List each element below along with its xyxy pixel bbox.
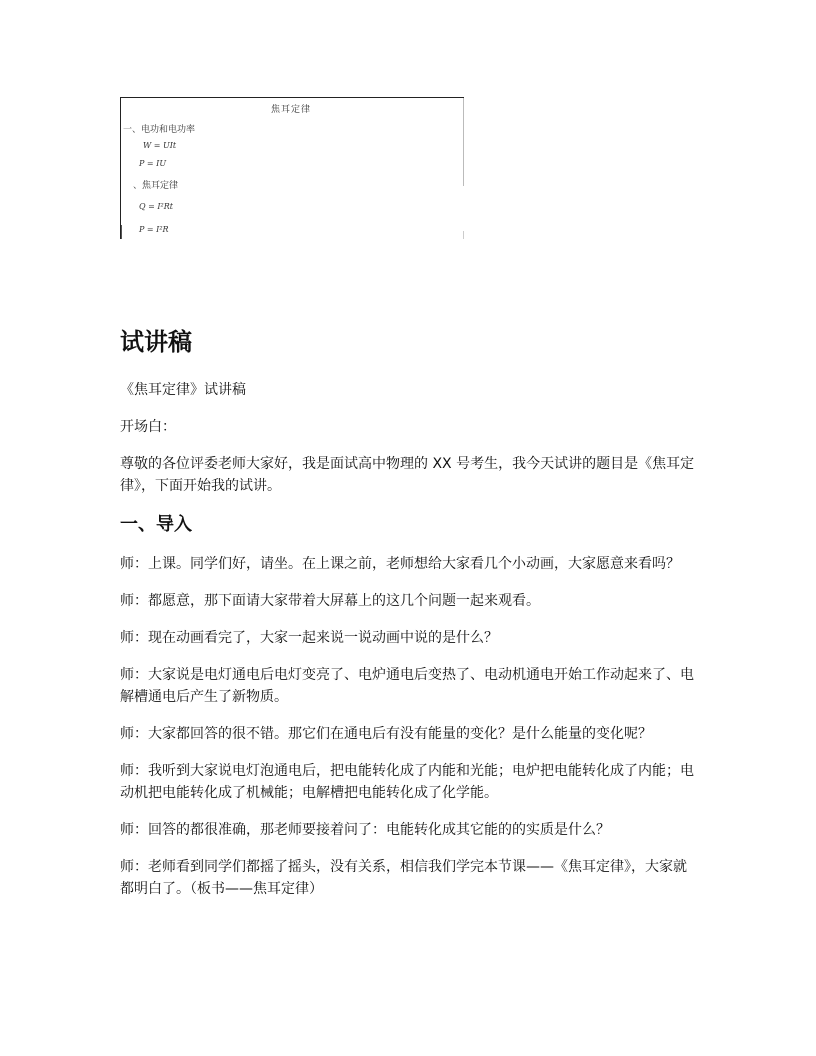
- board-edge: [463, 231, 464, 239]
- board-formula-4: P = I²R: [139, 225, 169, 234]
- paragraph: 师：大家都回答的很不错。那它们在通电后有没有能量的变化？是什么能量的变化呢？: [120, 726, 652, 742]
- opening-label: 开场白：: [120, 419, 176, 435]
- board-formula-1: W = UIt: [143, 141, 177, 150]
- document-body: [120, 325, 700, 900]
- board-title: 焦耳定律: [271, 105, 312, 115]
- board-formula-3: Q = I²Rt: [139, 202, 173, 211]
- paragraph: 师：我听到大家说电灯泡通电后，把电能转化成了内能和光能；电炉把电能转化成了内能；电动机把电能转化成了机械能；电解槽把电能转化成了化学能。: [120, 763, 694, 801]
- opening-paragraph: 尊敬的各位评委老师大家好，我是面试高中物理的 XX 号考生，我今天试讲的题目是《焦耳定律》，下面开始我的试讲。: [120, 456, 695, 494]
- section-heading-intro: 一、导入: [120, 514, 192, 535]
- board-edge: [121, 225, 122, 239]
- document-heading: 试讲稿: [120, 328, 192, 356]
- paragraph: 师：回答的都很准确，那老师要接着问了：电能转化成其它能的的实质是什么？: [120, 822, 610, 838]
- board-section-1: 一、电功和电功率: [123, 125, 196, 135]
- blackboard-image: [120, 97, 464, 239]
- paragraph: 师：大家说是电灯通电后电灯变亮了、电炉通电后变热了、电动机通电开始工作动起来了、电解槽通电后产生了新物质。: [120, 667, 694, 705]
- board-section-2: 、焦耳定律: [133, 181, 179, 191]
- document-subtitle: 《焦耳定律》试讲稿: [120, 382, 246, 398]
- board-edge: [463, 98, 464, 186]
- paragraph: 师：老师看到同学们都摇了摇头，没有关系，相信我们学完本节课——《焦耳定律》，大家就都明白了。（板书——焦耳定律）: [120, 859, 687, 897]
- paragraph: 师：现在动画看完了，大家一起来说一说动画中说的是什么？: [120, 630, 498, 646]
- paragraph: 师：上课。同学们好，请坐。在上课之前，老师想给大家看几个小动画，大家愿意来看吗？: [120, 556, 680, 572]
- board-formula-2: P = IU: [139, 159, 167, 168]
- paragraph: 师：都愿意，那下面请大家带着大屏幕上的这几个问题一起来观看。: [120, 593, 540, 609]
